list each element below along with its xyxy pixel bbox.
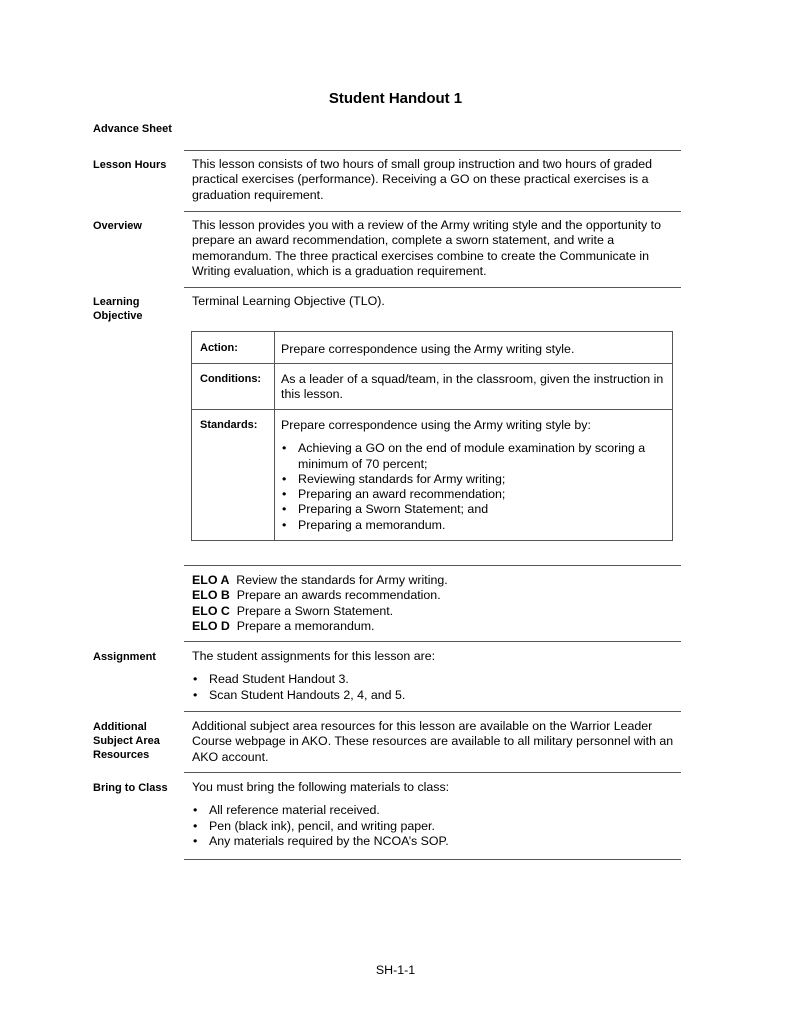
standards-label: Standards: — [200, 419, 258, 431]
list-item: • All reference material received. — [192, 803, 680, 818]
assignment-intro: The student assignments for this lesson are: — [192, 649, 436, 663]
additional-resources-label: Additional Subject Area Resources — [93, 721, 160, 761]
elo-code: ELO B — [192, 588, 230, 603]
elo-item — [192, 573, 680, 588]
list-item: • Pen (black ink), pencil, and writing paper. — [192, 819, 680, 834]
list-item: • Preparing a Sworn Statement; and — [281, 502, 656, 517]
elo-text: Prepare an awards recommendation. — [236, 588, 441, 603]
elo-item — [192, 619, 680, 634]
tlo-table — [191, 331, 673, 541]
bring-intro: You must bring the following materials to class: — [192, 780, 450, 794]
list-item: • Preparing an award recommendation; — [281, 487, 656, 502]
elo-text: Prepare a Sworn Statement. — [236, 603, 394, 618]
divider — [184, 772, 681, 773]
overview-label: Overview — [93, 220, 142, 232]
elo-code: ELO A — [192, 573, 230, 587]
list-item: • Preparing a memorandum. — [281, 518, 656, 533]
assignment-label: Assignment — [93, 651, 156, 663]
divider — [184, 565, 681, 566]
conditions-label: Conditions: — [200, 373, 262, 385]
lesson-hours-label: Lesson Hours — [93, 159, 167, 171]
bring-to-class-label: Bring to Class — [93, 782, 168, 794]
advance-sheet-label: Advance Sheet — [93, 123, 172, 135]
lesson-hours-text: This lesson consists of two hours of small group instruction and two hours of graded practical exercises (performance). Receiving a GO on these practical exercises is a graduation requirement. — [192, 157, 653, 202]
table-row-divider — [192, 363, 672, 364]
list-item: • Any materials required by the NCOA’s SOP. — [192, 834, 680, 849]
elo-text: Review the standards for Army writing. — [236, 573, 448, 587]
divider — [184, 211, 681, 212]
list-item: • Read Student Handout 3. — [192, 672, 680, 687]
conditions-text: As a leader of a squad/team, in the classroom, given the instruction in this lesson. — [281, 372, 664, 402]
action-label: Action: — [200, 342, 238, 354]
table-row-divider — [192, 409, 672, 410]
elo-list — [192, 573, 680, 634]
elo-code: ELO D — [192, 618, 230, 633]
list-item: • Reviewing standards for Army writing; — [281, 472, 656, 487]
list-item: • Achieving a GO on the end of module examination by scoring a minimum of 70 percent; — [281, 441, 656, 472]
additional-resources-text: Additional subject area resources for this lesson are available on the Warrior Leader Course webpage in AKO. These resources are available to all military personnel with an AKO account. — [192, 719, 674, 764]
bring-list — [192, 803, 680, 849]
divider — [184, 150, 681, 151]
assignment-list — [192, 672, 680, 703]
elo-item — [192, 588, 680, 603]
bring-to-class-block — [192, 780, 680, 849]
divider — [184, 641, 681, 642]
standards-block — [281, 418, 666, 533]
standards-list — [281, 441, 656, 533]
list-item: • Scan Student Handouts 2, 4, and 5. — [192, 688, 680, 703]
page-title: Student Handout 1 — [328, 90, 463, 107]
divider — [184, 287, 681, 288]
assignment-block — [192, 649, 680, 703]
divider — [184, 859, 681, 860]
action-text: Prepare correspondence using the Army writing style. — [281, 342, 575, 356]
learning-objective-label: Learning Objective — [93, 296, 143, 322]
standards-intro: Prepare correspondence using the Army writing style by: — [281, 418, 591, 432]
elo-text: Prepare a memorandum. — [236, 618, 375, 633]
page-number: SH-1-1 — [375, 963, 416, 977]
elo-code: ELO C — [192, 603, 230, 618]
divider — [184, 711, 681, 712]
overview-text: This lesson provides you with a review of the Army writing style and the opportunity to prepare an award recommendation, complete a sworn statement, and write a memorandum. The three practical exercises combine to create the Communicate in Writing evaluation, which is a graduation requirement. — [192, 218, 662, 278]
tlo-intro: Terminal Learning Objective (TLO). — [192, 294, 385, 308]
elo-item — [192, 604, 680, 619]
